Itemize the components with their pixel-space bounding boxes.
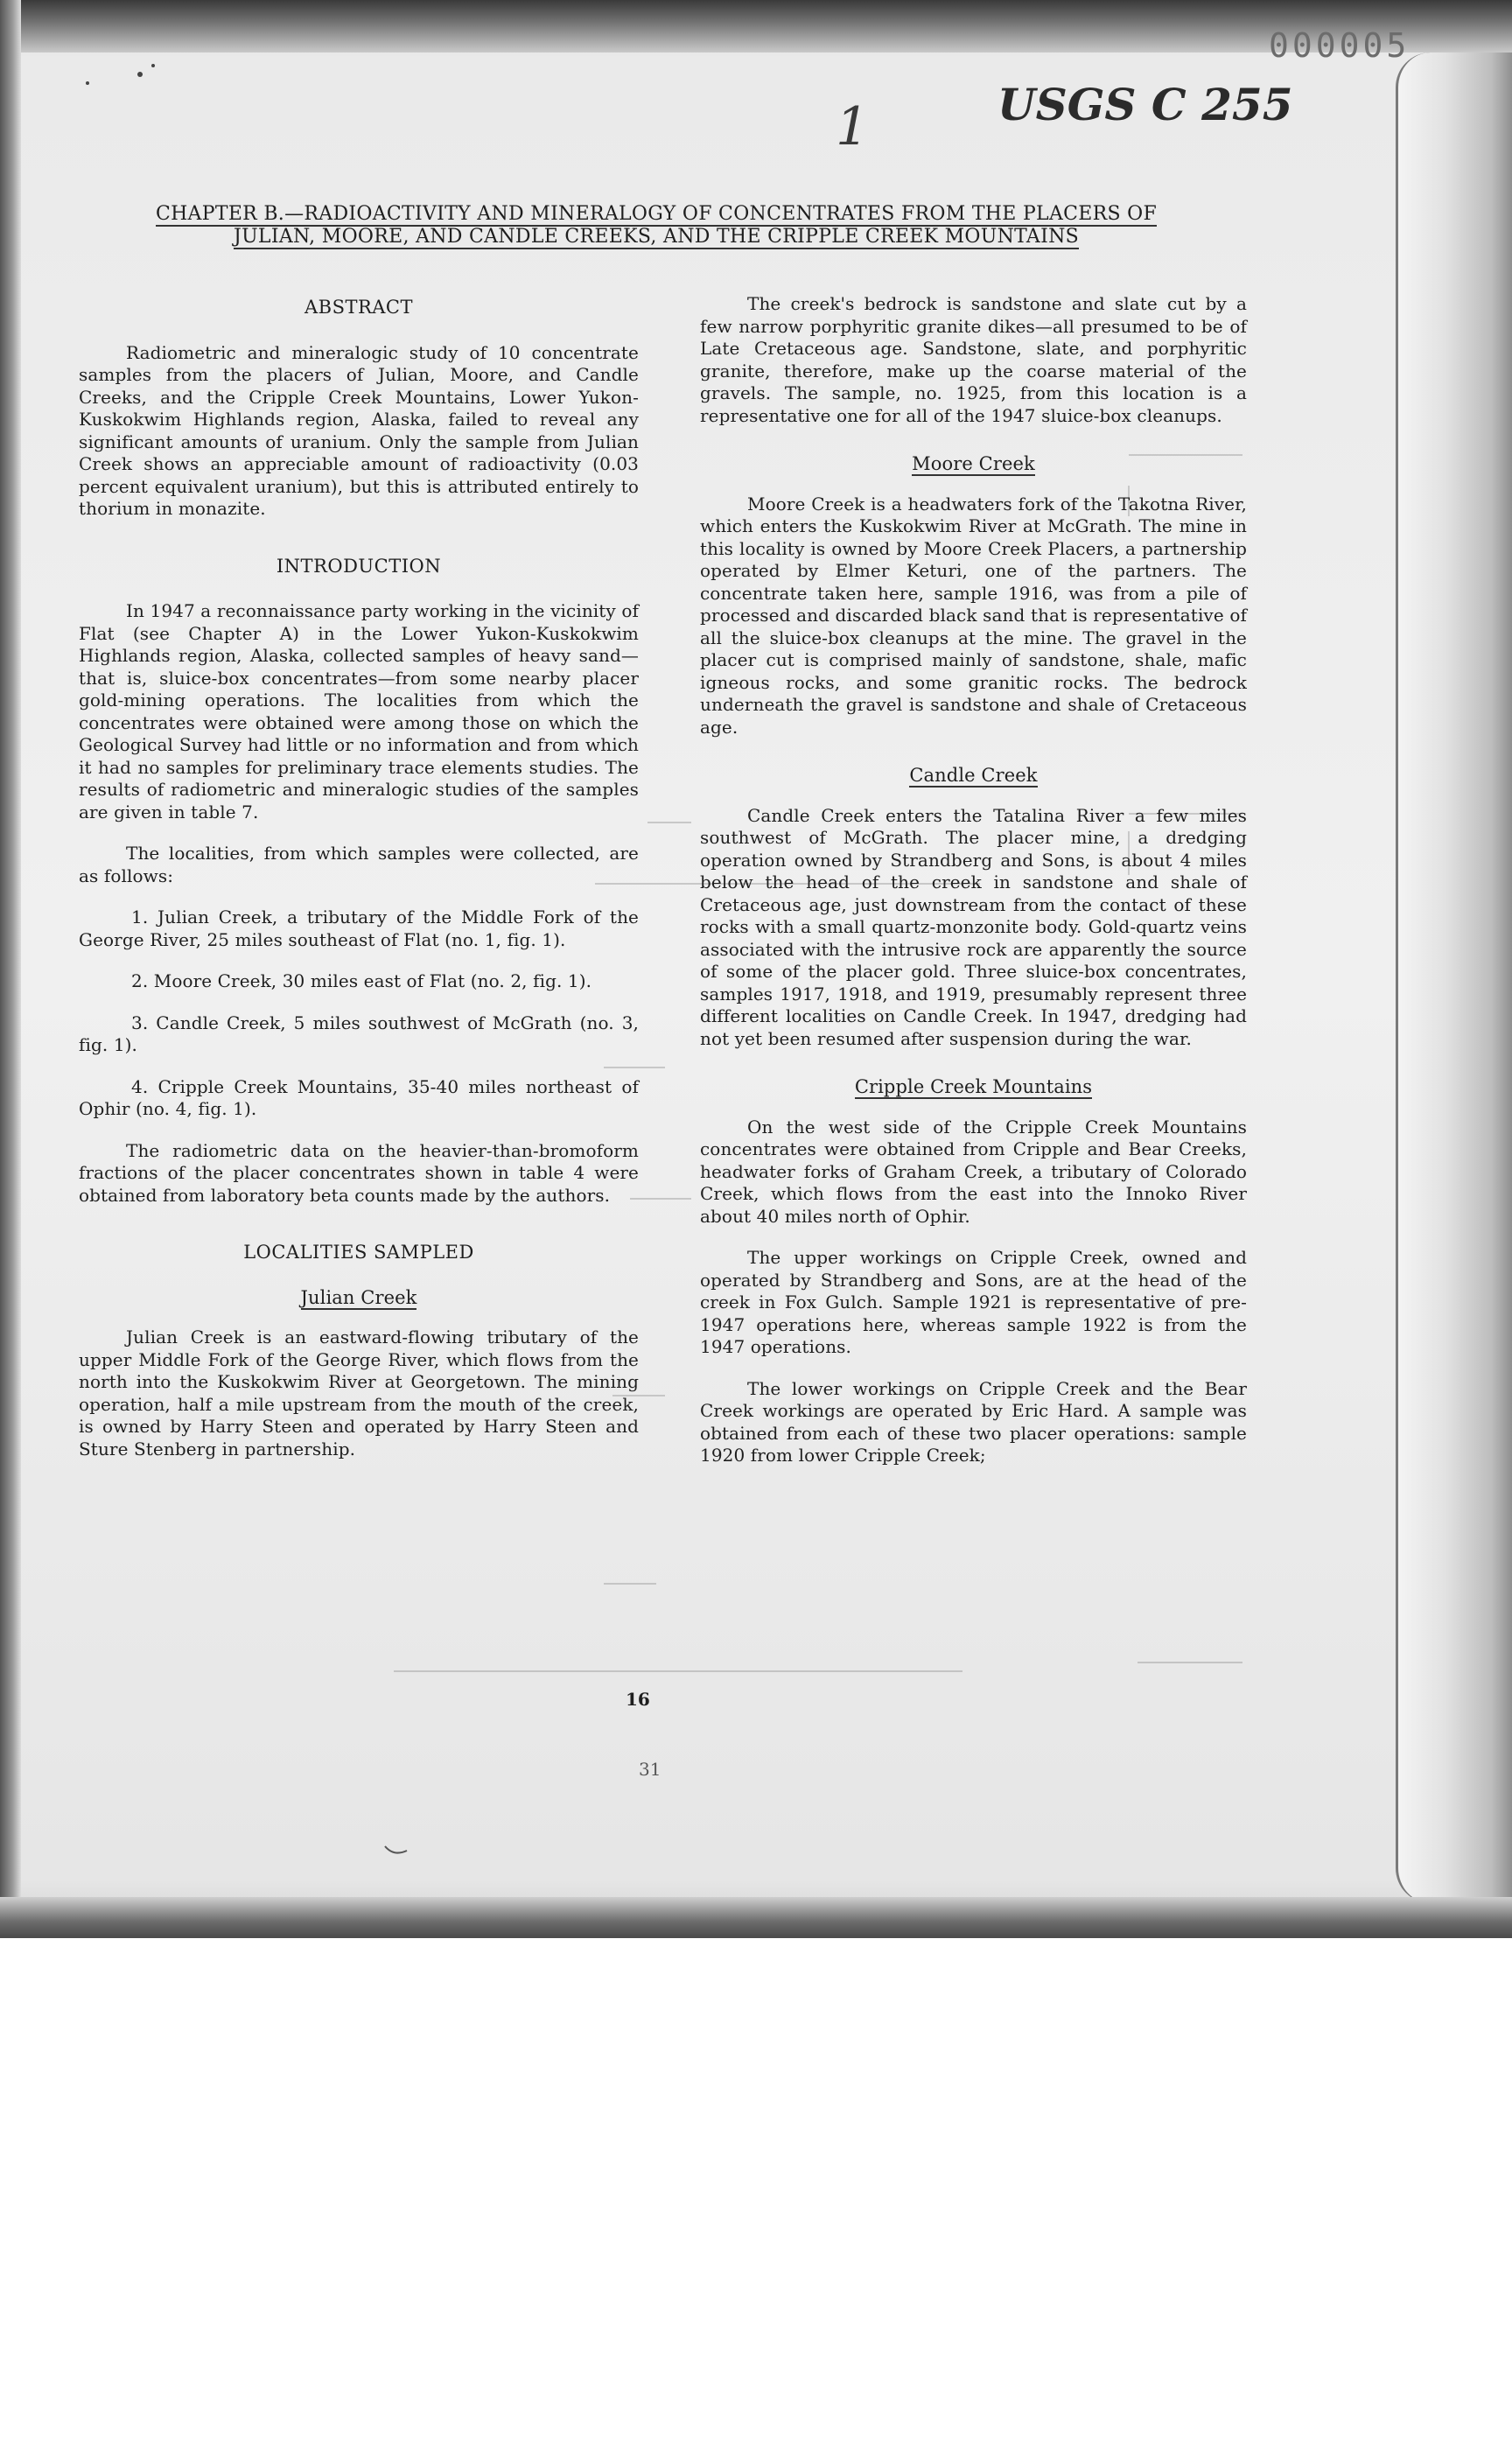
julian-creek-heading-text: Julian Creek — [300, 1286, 417, 1308]
cripple-creek-paragraph-1: On the west side of the Cripple Creek Mountains concentrates were obtained from Cripple and Bear Creeks, headwater forks of Graham Creek, a tributary of Colorado Creek, which flows from the east into the Innoko River about 40 miles north of Ophir. — [700, 1116, 1247, 1227]
right-column — [700, 293, 1247, 1487]
candle-creek-heading-text: Candle Creek — [909, 765, 1038, 786]
moore-creek-text: Moore Creek is a headwaters fork of the Takotna River, which enters the Kuskokwim River at McGrath. The mine in this locality is owned by Moore Creek Placers, a partnership operated by Elmer Keturi, one of the partners. The concentrate taken here, sample 1916, was from a pile of processed and discarded black sand that is representative of all the sluice-box cleanups at the mine. The gravel in the placer cut is comprised mainly of sandstone, shale, mafic igneous rocks, and some granitic rocks. The bedrock underneath the gravel is sandstone and shale of Cretaceous age. — [700, 493, 1247, 738]
page-stamp: 31 — [639, 1759, 662, 1780]
julian-creek-text: Julian Creek is an eastward-flowing tributary of the upper Middle Fork of the George River, which flows from the north into the Kuskokwim River at Georgetown. The mining operation, half a mile upstream from the mouth of the creek, is owned by Harry Steen and operated by Harry Steen and Sture Stenberg in partnership. — [79, 1326, 639, 1460]
moore-creek-heading-text: Moore Creek — [912, 453, 1035, 474]
chapter-title — [131, 203, 1181, 248]
handwritten-code: USGS C 255 — [998, 79, 1293, 130]
abstract-heading: ABSTRACT — [304, 297, 414, 318]
page-code: 000005 — [1269, 26, 1410, 65]
locality-item-2: 2. Moore Creek, 30 miles east of Flat (no. 2, fig. 1). — [131, 970, 592, 991]
cripple-creek-paragraph-3: The lower workings on Cripple Creek and the Bear Creek workings are operated by Eric Hard. A sample was obtained from each of these two placer operations: sample 1920 from lower Cripple Creek; — [700, 1377, 1247, 1466]
localities-heading: LOCALITIES SAMPLED — [243, 1242, 474, 1263]
moore-creek-heading — [700, 453, 1247, 476]
locality-item-1: 1. Julian Creek, a tributary of the Middle Fork of the George River, 25 miles southeast of Flat (no. 1, fig. 1). — [79, 906, 639, 950]
julian-creek-continued: The creek's bedrock is sandstone and slate cut by a few narrow porphyritic granite dikes—all presumed to be of Late Cretaceous age. Sandstone, slate, and porphyritic granite, therefore, make up the coarse material of the gravels. The sample, no. 1925, from this location is a representative one for all of the 1947 sluice-box cleanups. — [700, 293, 1247, 426]
julian-creek-heading — [79, 1287, 639, 1310]
intro-paragraph-3: The radiometric data on the heavier-than-bromoform fractions of the placer concentrates shown in table 4 were obtained from laboratory beta counts made by the authors. — [79, 1139, 639, 1206]
abstract-text: Radiometric and mineralogic study of 10 concentrate samples from the placers of Julian, Moore, and Candle Creeks, and the Cripple Creek Mountains, Lower Yukon-Kuskokwim Highlands region, Alaska, failed to reveal any significant amounts of uranium. Only the sample from Julian Creek shows an appreciable amount of radioactivity (0.03 percent equivalent uranium), but this is attributed entirely to thorium in monazite. — [79, 341, 639, 519]
handwritten-mark: 1 — [836, 96, 870, 158]
cripple-creek-heading-text: Cripple Creek Mountains — [854, 1076, 1093, 1097]
chapter-title-line2: JULIAN, MOORE, AND CANDLE CREEKS, AND THE CRIPPLE CREEK MOUNTAINS — [233, 226, 1080, 248]
intro-paragraph-1: In 1947 a reconnaissance party working in the vicinity of Flat (see Chapter A) in the Lower Yukon-Kuskokwim Highlands region, Alaska, collected samples of heavy sand—that is, sluice-box concentrates—from some nearby placer gold-mining operations. The localities from which the concentrates were obtained were among those on which the Geological Survey had little or no information and from which it had no samples for preliminary trace elements studies. The results of radiometric and mineralogic studies of the samples are given in table 7. — [79, 600, 639, 822]
left-column — [79, 284, 639, 1480]
locality-item-4: 4. Cripple Creek Mountains, 35-40 miles northeast of Ophir (no. 4, fig. 1). — [79, 1075, 639, 1119]
chapter-title-line1: CHAPTER B.—RADIOACTIVITY AND MINERALOGY OF CONCENTRATES FROM THE PLACERS OF — [155, 203, 1158, 225]
page-number: 16 — [626, 1689, 650, 1710]
intro-paragraph-2: The localities, from which samples were collected, are as follows: — [79, 843, 639, 886]
cripple-creek-paragraph-2: The upper workings on Cripple Creek, owned and operated by Strandberg and Sons, are at the head of the creek in Fox Gulch. Sample 1921 is representative of pre-1947 operations here, whereas sample 1922 is from the 1947 operations. — [700, 1247, 1247, 1357]
cripple-creek-heading — [700, 1076, 1247, 1099]
candle-creek-text: Candle Creek enters the Tatalina River a few miles southwest of McGrath. The placer mine, a dredging operation owned by Strandberg and Sons, is about 4 miles below the head of the creek in sandstone and shale of Cretaceous age, just downstream from the contact of these rocks with a small quartz-monzonite body. Gold-quartz veins associated with the intrusive rock are apparently the source of some of the placer gold. Three sluice-box concentrates, samples 1917, 1918, and 1919, presumably represent three different localities on Candle Creek. In 1947, dredging had not yet been resumed after suspension during the war. — [700, 804, 1247, 1049]
introduction-heading: INTRODUCTION — [276, 555, 442, 577]
candle-creek-heading — [700, 765, 1247, 788]
locality-item-3: 3. Candle Creek, 5 miles southwest of McGrath (no. 3, fig. 1). — [79, 1012, 639, 1055]
